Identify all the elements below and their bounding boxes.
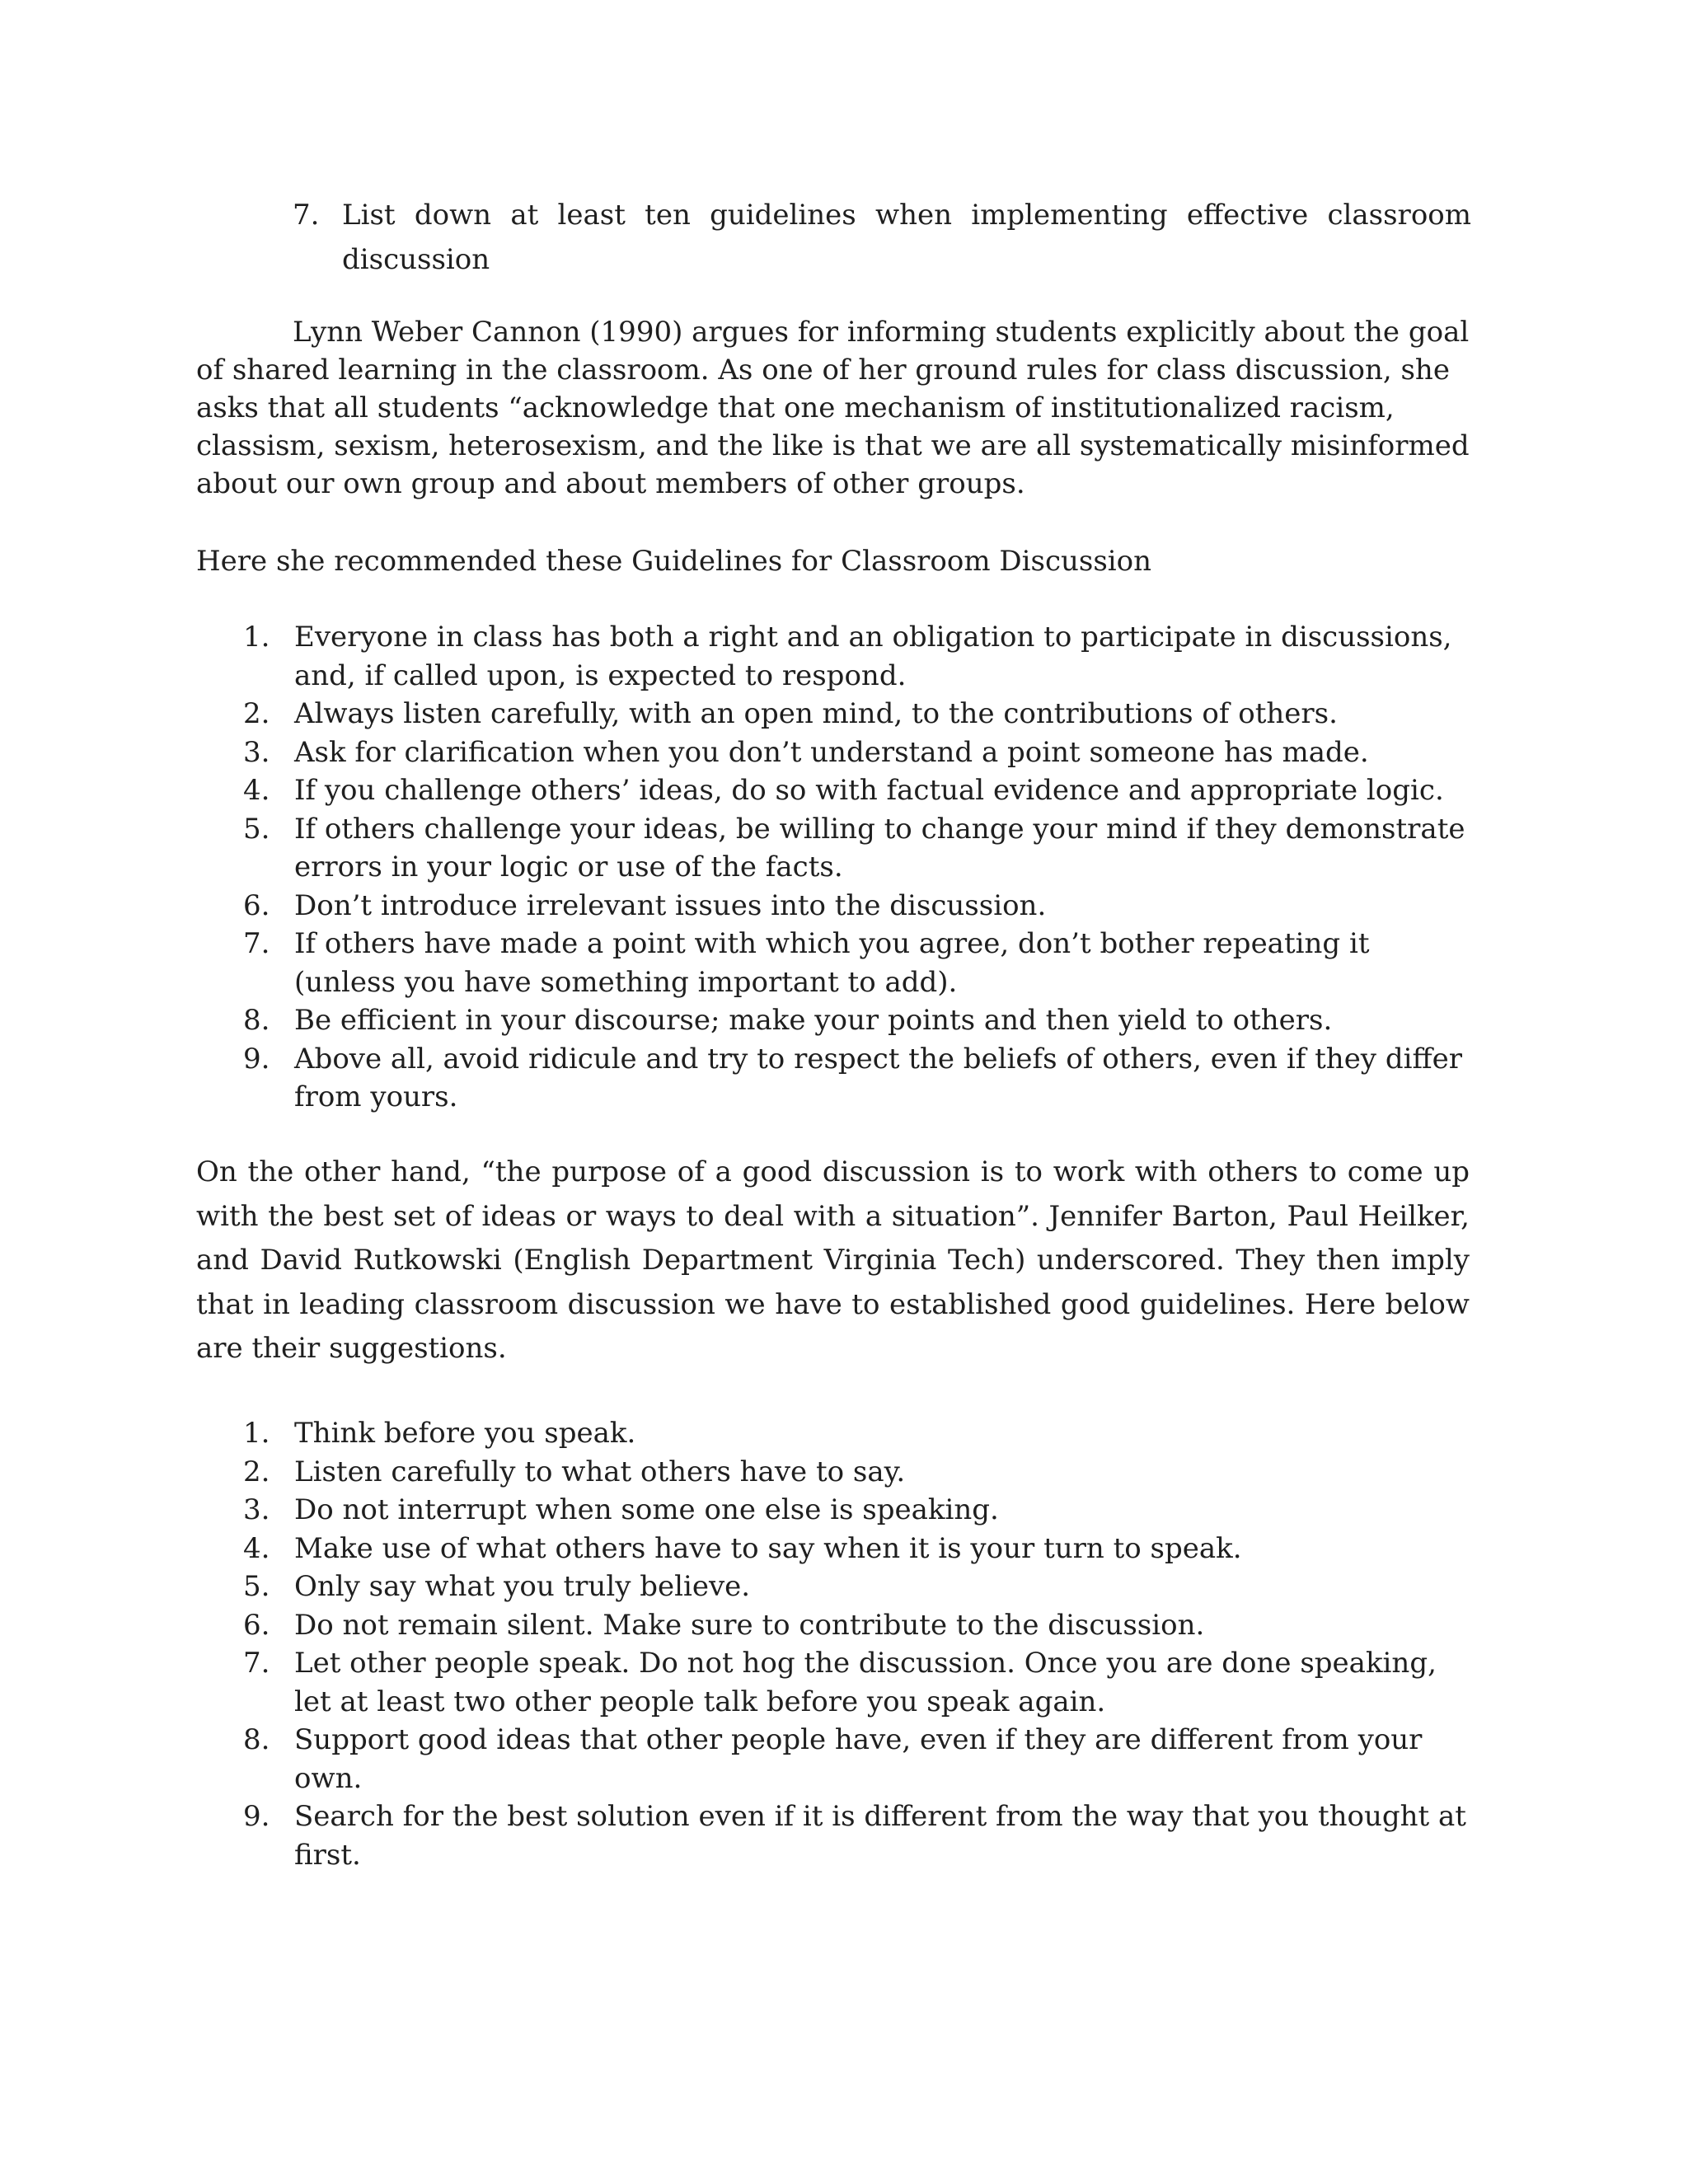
- list-item-text: Search for the best solution even if it is different from the way that you thought at first.: [294, 1800, 1466, 1872]
- list-item-number: 4.: [243, 1531, 270, 1565]
- list-item-text: Make use of what others have to say when it is your turn to speak.: [294, 1531, 1242, 1565]
- list-item-text: Don’t introduce irrelevant issues into the discussion.: [294, 888, 1047, 922]
- list-item-number: 1.: [243, 1417, 270, 1450]
- list-item-text: Support good ideas that other people have, even if they are different from your own.: [294, 1723, 1423, 1795]
- list-item-text: Everyone in class has both a right and an obligation to participate in discussions, and, if called upon, is expected to respond.: [294, 621, 1452, 692]
- cannon-guidelines-list: [196, 618, 1470, 1117]
- list-item-number: 9.: [243, 1800, 270, 1833]
- list-item-number: 7.: [243, 1647, 270, 1680]
- list-item: [196, 810, 1470, 887]
- question-item: [293, 193, 1471, 276]
- question-number: 7.: [293, 199, 320, 232]
- list-item-text: Do not interrupt when some one else is speaking.: [294, 1493, 999, 1526]
- list-item-text: Above all, avoid ridicule and try to respect the beliefs of others, even if they differ from yours.: [294, 1042, 1462, 1113]
- list-item-text: Be efficient in your discourse; make your points and then yield to others.: [294, 1004, 1333, 1037]
- question-text-line-2: discussion: [342, 243, 490, 276]
- list-item-text: If others have made a point with which you agree, don’t bother repeating it (unless you have something important to add).: [294, 927, 1370, 999]
- list-item: [196, 771, 1470, 810]
- list-item-text: Always listen carefully, with an open mind, to the contributions of others.: [294, 697, 1338, 730]
- list-item: [196, 887, 1470, 926]
- list-item: [196, 695, 1470, 733]
- list-item-text: Listen carefully to what others have to say.: [294, 1455, 906, 1488]
- list-item: [196, 1040, 1470, 1117]
- list-item-number: 6.: [243, 888, 270, 922]
- list-item-number: 2.: [243, 697, 270, 730]
- list-item: [196, 618, 1470, 695]
- list-item-number: 8.: [243, 1004, 270, 1037]
- list-item-text: Do not remain silent. Make sure to contribute to the discussion.: [294, 1608, 1205, 1642]
- list-item: [196, 925, 1470, 1001]
- list-item-number: 8.: [243, 1723, 270, 1756]
- list-item-number: 3.: [243, 1493, 270, 1526]
- list-item-number: 6.: [243, 1608, 270, 1642]
- list-item-number: 7.: [243, 927, 270, 960]
- list-item-number: 2.: [243, 1455, 270, 1488]
- list-item-text: If others challenge your ideas, be willing to change your mind if they demonstrate errors in your logic or use of the facts.: [294, 812, 1465, 883]
- list-item-number: 5.: [243, 1570, 270, 1603]
- list-item: [196, 1568, 1470, 1606]
- list-item: [196, 1491, 1470, 1530]
- list-item-text: Ask for clarification when you don’t understand a point someone has made.: [294, 735, 1369, 769]
- list-item-text: If you challenge others’ ideas, do so with factual evidence and appropriate logic.: [294, 774, 1444, 807]
- list-item-number: 4.: [243, 774, 270, 807]
- cannon-paragraph: [196, 313, 1470, 503]
- list-item-text: Let other people speak. Do not hog the discussion. Once you are done speaking, let at least two other people talk before you speak again.: [294, 1647, 1437, 1718]
- list-item-text: Only say what you truly believe.: [294, 1570, 751, 1603]
- list-item-text: Think before you speak.: [294, 1417, 636, 1450]
- barton-guidelines-list: [196, 1414, 1470, 1874]
- barton-paragraph: On the other hand, “the purpose of a good discussion is to work with others to come up with the best set of ideas or ways to deal with a situation”. Jennifer Barton, Paul Heilker, and David Rutkowski (English Department Virginia Tech) underscored. They then imply that in leading classroom discussion we have to established good guidelines. Here below are their suggestions.: [196, 1155, 1470, 1365]
- list-item: [196, 1606, 1470, 1645]
- cannon-paragraph-text: Lynn Weber Cannon (1990) argues for informing students explicitly about the goal of shared learning in the classroom. As one of her ground rules for class discussion, she asks that all students “acknowledge that one mechanism of institutionalized racism, classism, sexism, heterosexism, and the like is that we are all systematically misinformed about our own group and about members of other groups.: [196, 316, 1470, 500]
- question-text-line-1: List down at least ten guidelines when implementing effective classroom: [342, 199, 1471, 232]
- list-item: [196, 1530, 1470, 1568]
- list-item: [196, 1644, 1470, 1721]
- list-item: [196, 1414, 1470, 1453]
- list-item: [196, 1721, 1470, 1797]
- list-item-number: 5.: [243, 812, 270, 846]
- list-item: [196, 1453, 1470, 1492]
- list-item: [196, 1001, 1470, 1040]
- list-item: [196, 1797, 1470, 1874]
- list-item-number: 1.: [243, 621, 270, 654]
- guidelines-intro: Here she recommended these Guidelines for Classroom Discussion: [196, 545, 1152, 578]
- list-item: [196, 733, 1470, 772]
- list-item-number: 9.: [243, 1042, 270, 1076]
- list-item-number: 3.: [243, 735, 270, 769]
